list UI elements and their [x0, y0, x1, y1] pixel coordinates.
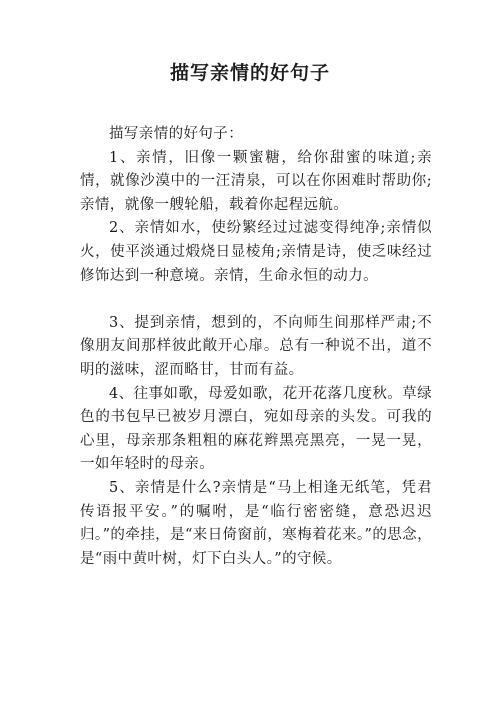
intro-paragraph: 描写亲情的好句子：: [109, 126, 244, 142]
paragraph-4: 4、往事如歌，母爱如歌，花开花落几度秋。草绿色的书包早已被岁月漂白，宛如母亲的头发。可我的心里，母亲那条粗粗的麻花辫黑亮黑亮，一晃一晃，一如年轻时的母亲。: [80, 385, 432, 473]
paragraph-2: 2、亲情如水，使纷繁经过过滤变得纯净;亲情似火，使平淡通过煅烧日显棱角;亲情是诗，使乏味经过修饰达到一种意境。亲情，生命永恒的动力。: [80, 220, 432, 284]
paragraph-3: 3、提到亲情，想到的，不向师生间那样严肃;不像朋友间那样彼此敞开心扉。总有一种说不出，道不明的滋味，涩而略甘，甘而有益。: [80, 314, 432, 378]
paragraph-5: 5、亲情是什么?亲情是“马上相逢无纸笔，凭君传语报平安。”的嘱咐，是“临行密密缝，意恐迟迟归。”的牵挂，是“来日倚窗前，寒梅着花来。”的思念，是“雨中黄叶树，灯下白头人。”的守候。: [80, 479, 432, 567]
paragraph-1: 1、亲情，旧像一颗蜜糖，给你甜蜜的味道;亲情，就像沙漠中的一汪清泉，可以在你困难时帮助你;亲情，就像一艘轮船，载着你起程远航。: [80, 149, 432, 213]
document-title: 描写亲情的好句子: [169, 62, 330, 84]
document-body: [80, 123, 432, 571]
